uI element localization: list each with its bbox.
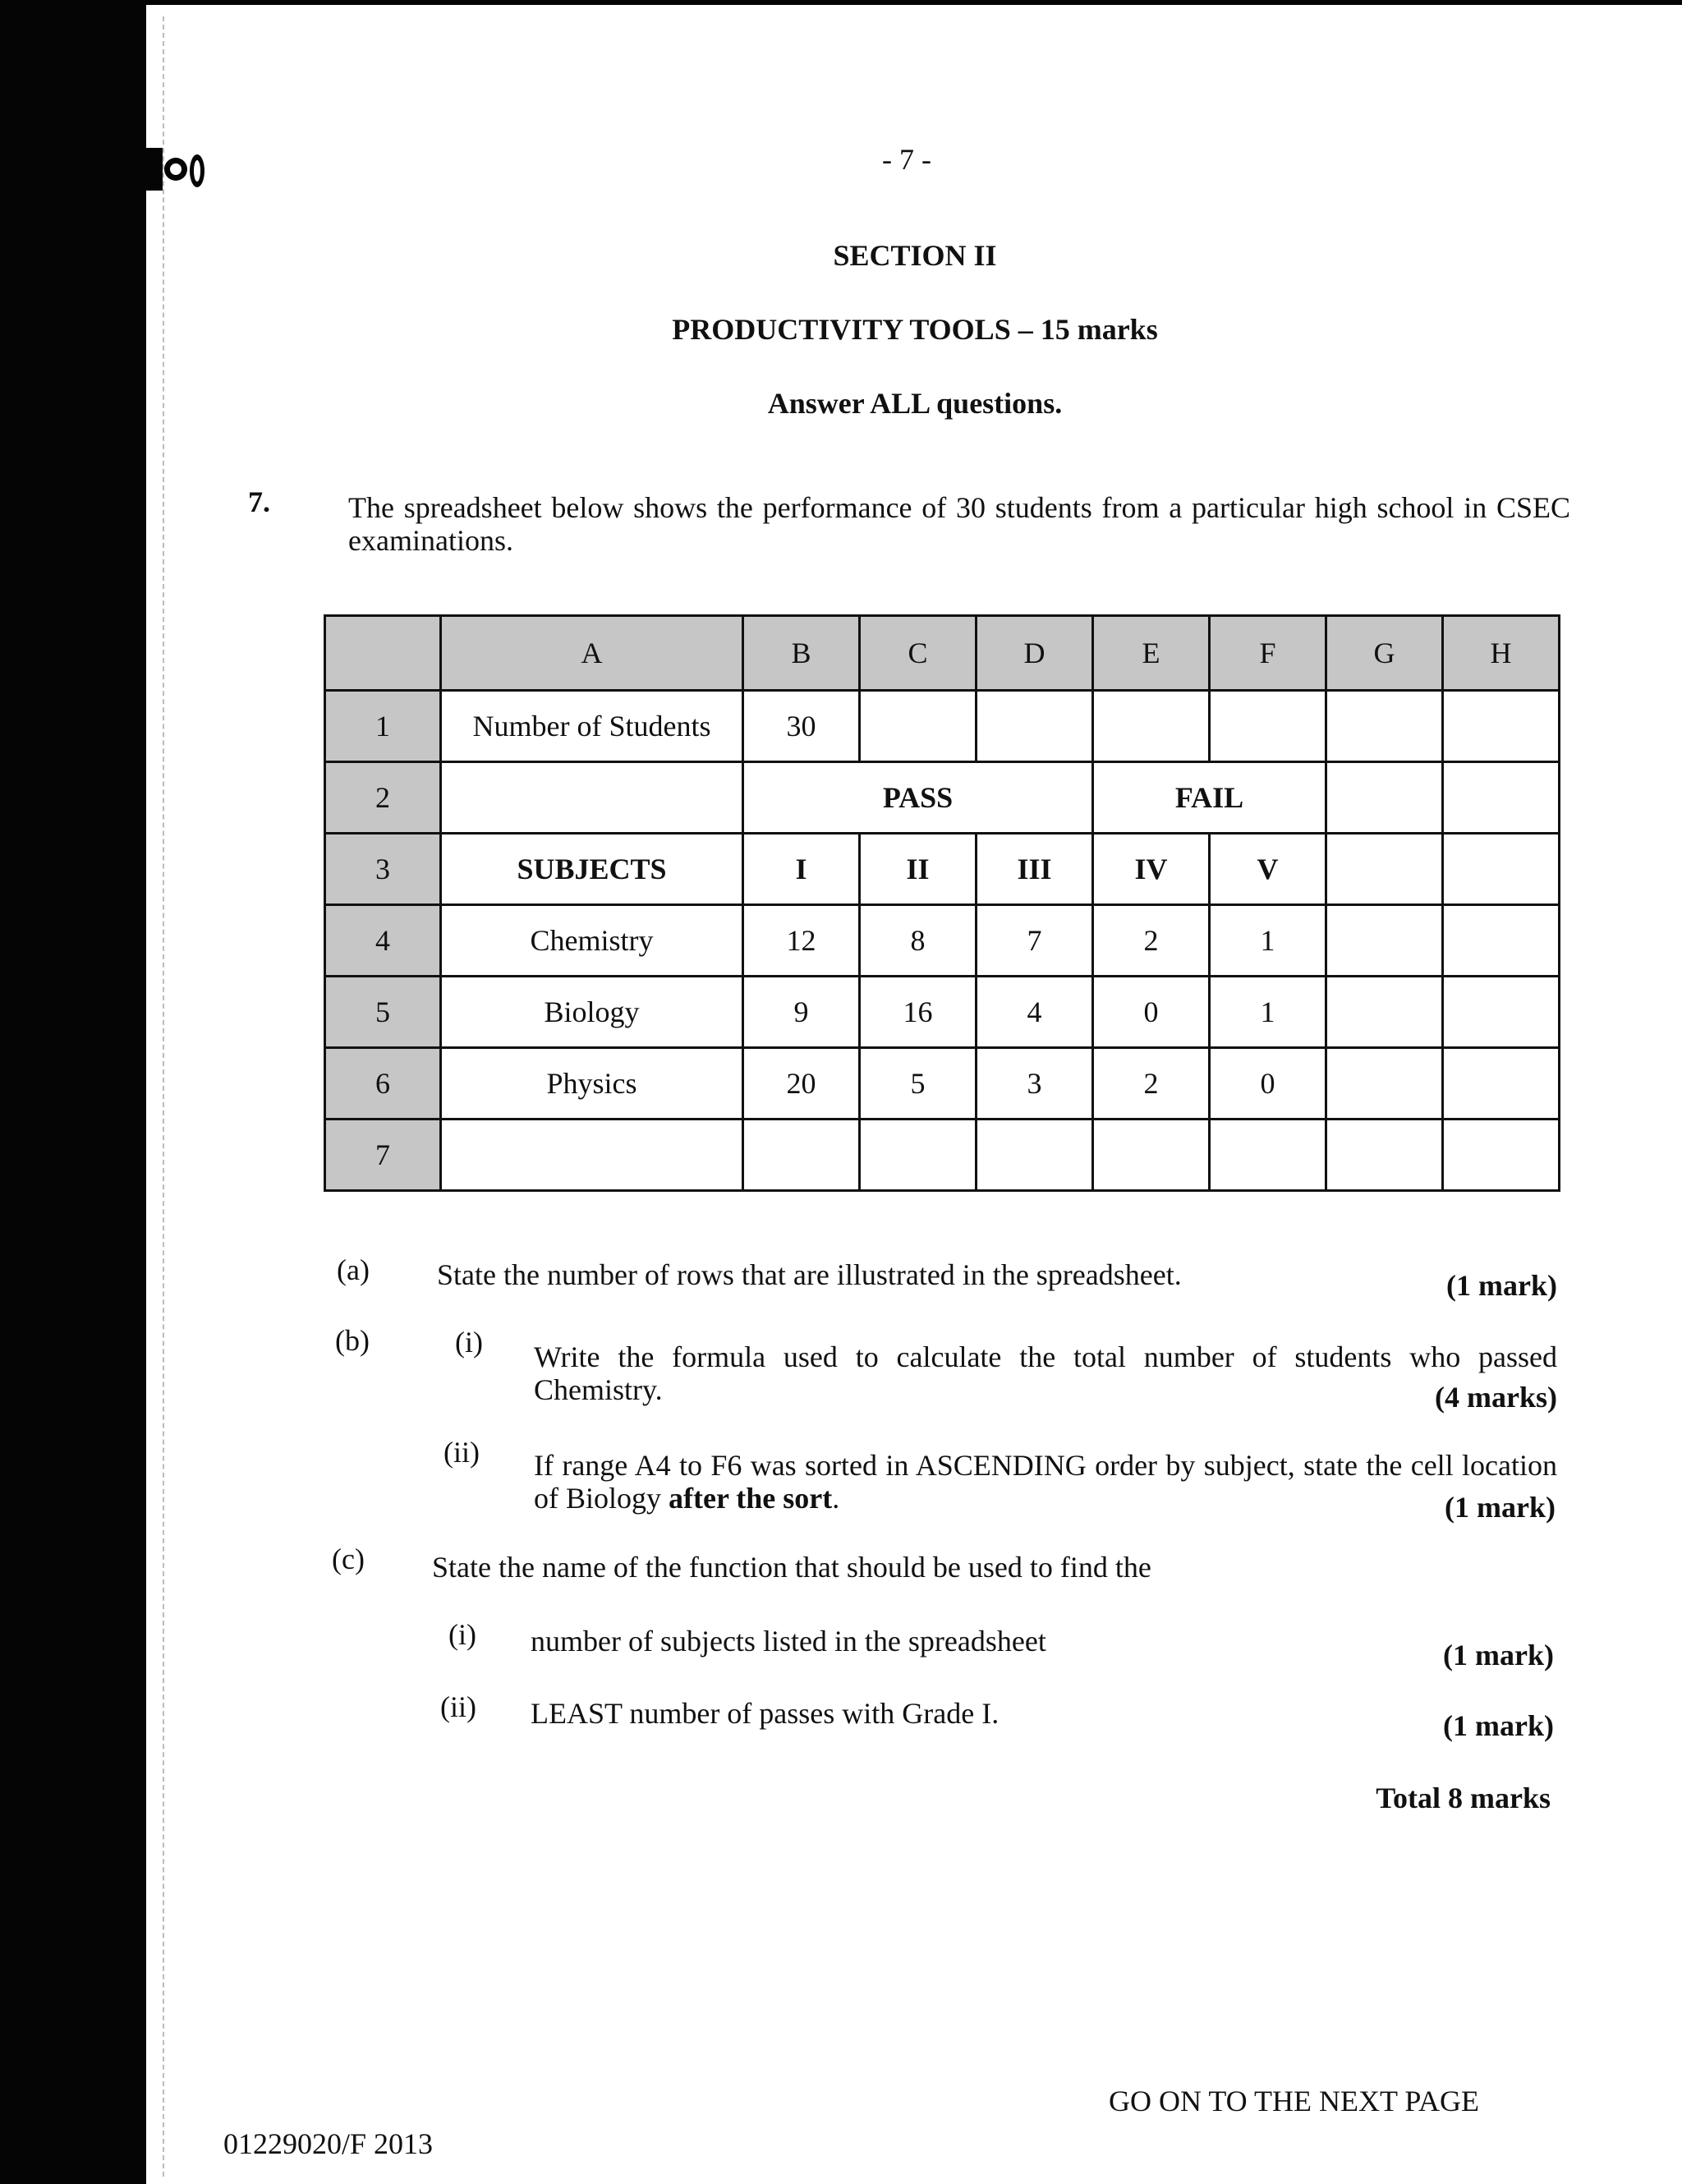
cell-empty	[1443, 1120, 1560, 1191]
cell-empty	[860, 691, 977, 762]
part-label-b: (b)	[335, 1324, 370, 1357]
col-header-b: B	[743, 616, 860, 691]
cell-empty	[1326, 977, 1443, 1048]
value-cell: 3	[977, 1048, 1093, 1120]
value-cell: 2	[1093, 1048, 1210, 1120]
table-row	[325, 691, 1560, 762]
cell-empty	[1093, 1120, 1210, 1191]
part-c-i-marks: (1 mark)	[1443, 1639, 1554, 1671]
table-row	[325, 1120, 1560, 1191]
cell-empty	[441, 762, 743, 834]
row-header: 6	[325, 1048, 441, 1120]
table-row	[325, 977, 1560, 1048]
part-b-ii-text-bold: after the sort	[669, 1482, 833, 1515]
subject-cell: Chemistry	[441, 905, 743, 977]
subjects-header: SUBJECTS	[441, 834, 743, 905]
cell-empty	[1443, 691, 1560, 762]
grade-header: III	[977, 834, 1093, 905]
part-label-c: (c)	[332, 1543, 365, 1575]
scan-margin-strip	[0, 0, 146, 2184]
value-cell: 16	[860, 977, 977, 1048]
cell-empty	[1093, 691, 1210, 762]
cell-empty	[1443, 762, 1560, 834]
value-cell: 1	[1210, 977, 1326, 1048]
section-subtitle: PRODUCTIVITY TOOLS – 15 marks	[672, 313, 1158, 346]
cell-empty	[1326, 1120, 1443, 1191]
cell-empty	[743, 1120, 860, 1191]
part-c-ii-marks: (1 mark)	[1443, 1709, 1554, 1742]
instruction: Answer ALL questions.	[767, 387, 1063, 420]
part-label-a: (a)	[337, 1253, 370, 1286]
part-b-ii-text-pre: If range A4 to F6 was sorted in ASCENDING order by subject, state the cell location of Biology	[534, 1449, 1557, 1515]
subject-cell: Biology	[441, 977, 743, 1048]
cell-empty	[1326, 905, 1443, 977]
cell-empty	[1443, 977, 1560, 1048]
value-cell: 9	[743, 977, 860, 1048]
part-b-ii-text-post: .	[832, 1482, 840, 1515]
part-c-i-text: number of subjects listed in the spreadsheet	[531, 1625, 1046, 1658]
cell-empty	[1443, 905, 1560, 977]
footer-next-page: GO ON TO THE NEXT PAGE	[1109, 2085, 1480, 2117]
grade-header: I	[743, 834, 860, 905]
col-header-h: H	[1443, 616, 1560, 691]
table-row	[325, 1048, 1560, 1120]
corner-scan-artifact	[135, 141, 210, 199]
cell-empty	[1443, 834, 1560, 905]
value-cell: 2	[1093, 905, 1210, 977]
corner-cell	[325, 616, 441, 691]
row-header: 3	[325, 834, 441, 905]
value-cell: 12	[743, 905, 860, 977]
col-header-g: G	[1326, 616, 1443, 691]
row-header: 5	[325, 977, 441, 1048]
part-c-text: State the name of the function that should be used to find the	[432, 1551, 1151, 1584]
cell-empty	[1326, 1048, 1443, 1120]
cell-empty	[860, 1120, 977, 1191]
spreadsheet-table	[324, 614, 1560, 1192]
col-header-c: C	[860, 616, 977, 691]
part-c-ii-label: (ii)	[440, 1690, 476, 1723]
paper-code: 01229020/F 2013	[223, 2127, 434, 2160]
scan-top-border-gap	[146, 5, 1682, 16]
part-c-i-label: (i)	[448, 1618, 476, 1651]
value-cell: 7	[977, 905, 1093, 977]
cell-empty	[441, 1120, 743, 1191]
cell-b1: 30	[743, 691, 860, 762]
question-intro-text: The spreadsheet below shows the performance of 30 students from a particular high school in CSEC examinations.	[348, 491, 1570, 557]
question-number: 7.	[248, 485, 270, 518]
column-header-row	[325, 616, 1560, 691]
cell-empty	[1326, 691, 1443, 762]
table-row	[325, 762, 1560, 834]
part-b-ii-label: (ii)	[443, 1436, 480, 1469]
row-header: 1	[325, 691, 441, 762]
col-header-f: F	[1210, 616, 1326, 691]
cell-empty	[1210, 691, 1326, 762]
row-header: 7	[325, 1120, 441, 1191]
cell-empty	[1326, 762, 1443, 834]
col-header-a: A	[441, 616, 743, 691]
cell-empty	[977, 691, 1093, 762]
col-header-e: E	[1093, 616, 1210, 691]
cell-empty	[1443, 1048, 1560, 1120]
value-cell: 20	[743, 1048, 860, 1120]
part-b-i-label: (i)	[455, 1326, 483, 1359]
pass-header: PASS	[743, 762, 1093, 834]
value-cell: 5	[860, 1048, 977, 1120]
part-b-i-marks: (4 marks)	[1435, 1381, 1557, 1414]
table-row	[325, 834, 1560, 905]
part-c-ii-text: LEAST number of passes with Grade I.	[531, 1697, 1000, 1730]
value-cell: 4	[977, 977, 1093, 1048]
section-heading: SECTION II	[833, 239, 997, 272]
grade-header: IV	[1093, 834, 1210, 905]
row-header: 4	[325, 905, 441, 977]
subject-cell: Physics	[441, 1048, 743, 1120]
col-header-d: D	[977, 616, 1093, 691]
question-intro	[348, 491, 1570, 557]
cell-empty	[977, 1120, 1093, 1191]
part-b-ii-marks: (1 mark)	[1445, 1491, 1556, 1524]
cell-empty	[1326, 834, 1443, 905]
value-cell: 0	[1093, 977, 1210, 1048]
value-cell: 0	[1210, 1048, 1326, 1120]
grade-header: V	[1210, 834, 1326, 905]
row-header: 2	[325, 762, 441, 834]
value-cell: 8	[860, 905, 977, 977]
cell-a1: Number of Students	[441, 691, 743, 762]
scan-margin-line	[163, 16, 164, 2177]
fail-header: FAIL	[1093, 762, 1326, 834]
value-cell: 1	[1210, 905, 1326, 977]
table-row	[325, 905, 1560, 977]
total-marks: Total 8 marks	[1376, 1782, 1551, 1814]
cell-empty	[1210, 1120, 1326, 1191]
part-a-text: State the number of rows that are illustrated in the spreadsheet.	[437, 1258, 1182, 1291]
grade-header: II	[860, 834, 977, 905]
part-a-marks: (1 mark)	[1446, 1269, 1557, 1302]
page-number: - 7 -	[882, 143, 931, 176]
part-b-i-text-content: Write the formula used to calculate the total number of students who passed Chemistry.	[534, 1340, 1557, 1406]
